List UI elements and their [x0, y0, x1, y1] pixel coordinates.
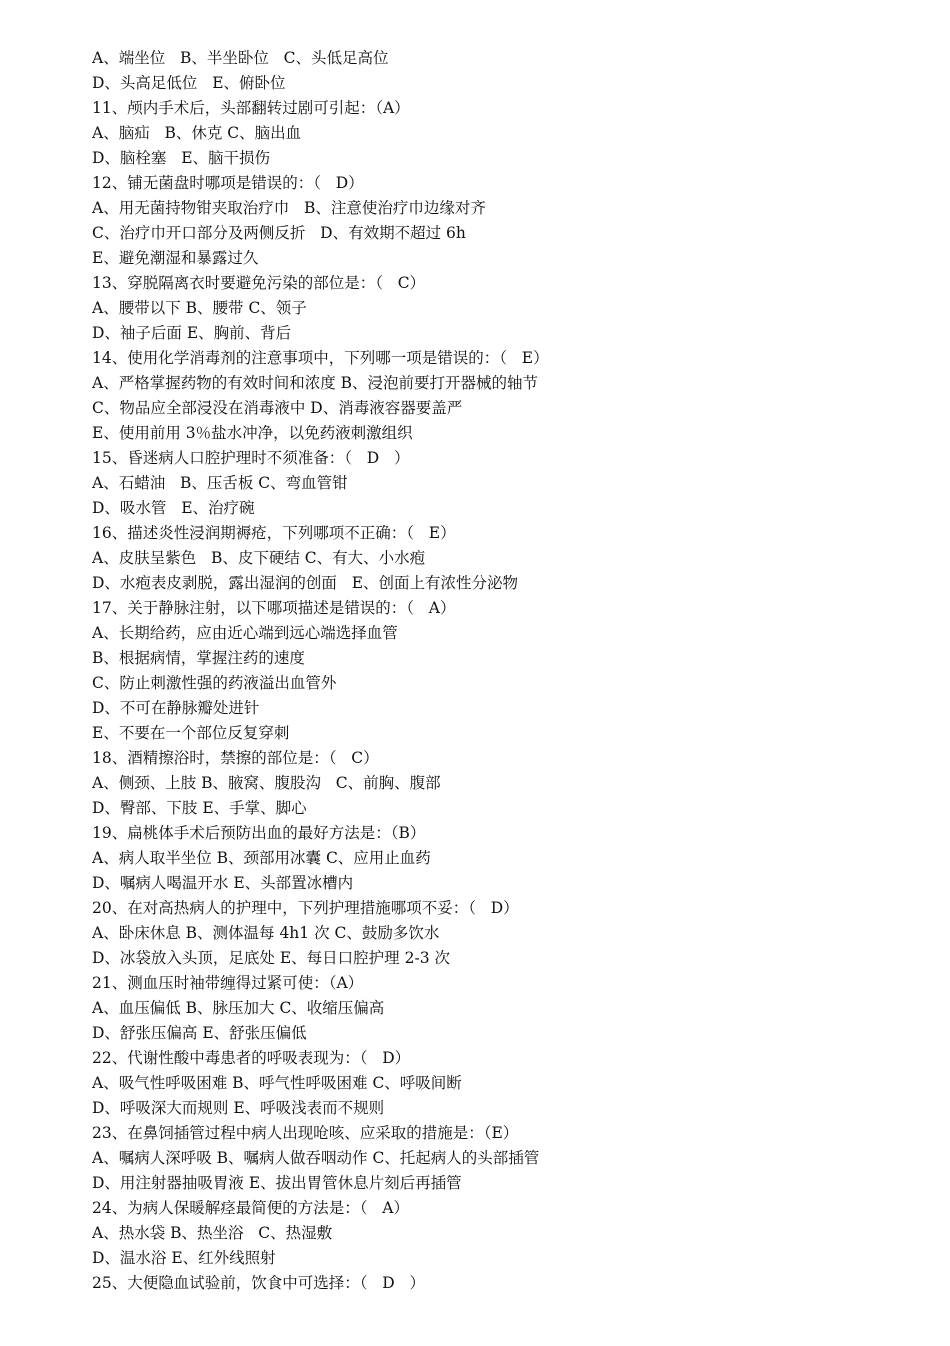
- text-line: A、腰带以下 B、腰带 C、领子: [92, 299, 307, 317]
- text-line: D、吸水管 E、治疗碗: [92, 499, 255, 517]
- text-line: D、不可在静脉瓣处进针: [92, 699, 260, 717]
- text-line: D、头高足低位 E、俯卧位: [92, 74, 286, 92]
- text-line: D、水疱表皮剥脱，露出湿润的创面 E、创面上有浓性分泌物: [92, 574, 519, 592]
- text-line: A、脑疝 B、休克 C、脑出血: [92, 124, 302, 142]
- text-line: A、热水袋 B、热坐浴 C、热湿敷: [92, 1224, 333, 1242]
- text-line: A、血压偏低 B、脉压加大 C、收缩压偏高: [92, 999, 385, 1017]
- text-line: D、冰袋放入头顶，足底处 E、每日口腔护理 2-3 次: [92, 949, 450, 967]
- text-line: 16、描述炎性浸润期褥疮，下列哪项不正确：（ E）: [92, 524, 456, 542]
- text-line: 20、在对高热病人的护理中，下列护理措施哪项不妥：（ D）: [92, 899, 519, 917]
- text-line: C、治疗巾开口部分及两侧反折 D、有效期不超过 6h: [92, 224, 466, 242]
- text-line: D、舒张压偏高 E、舒张压偏低: [92, 1024, 307, 1042]
- text-line: C、物品应全部浸没在消毒液中 D、消毒液容器要盖严: [92, 399, 463, 417]
- document-page: [92, 46, 912, 1296]
- text-line: D、用注射器抽吸胃液 E、拔出胃管休息片刻后再插管: [92, 1174, 462, 1192]
- text-line: 12、铺无菌盘时哪项是错误的：（ D）: [92, 174, 364, 192]
- text-line: D、呼吸深大而规则 E、呼吸浅表而不规则: [92, 1099, 385, 1117]
- text-line: A、长期给药，应由近心端到远心端选择血管: [92, 624, 398, 642]
- text-line: C、防止刺激性强的药液溢出血管外: [92, 674, 337, 692]
- text-line: D、臀部、下肢 E、手掌、脚心: [92, 799, 307, 817]
- text-line: 11、颅内手术后，头部翻转过剧可引起：（A）: [92, 99, 410, 117]
- text-line: A、石蜡油 B、压舌板 C、弯血管钳: [92, 474, 348, 492]
- text-line: E、不要在一个部位反复穿刺: [92, 724, 290, 742]
- text-line: 25、大便隐血试验前，饮食中可选择：（ D ）: [92, 1274, 425, 1292]
- text-line: A、卧床休息 B、测体温每 4h1 次 C、鼓励多饮水: [92, 924, 440, 942]
- text-line: E、使用前用 3％盐水冲净，以免药液刺激组织: [92, 424, 413, 442]
- text-line: 21、测血压时袖带缠得过紧可使：（A）: [92, 974, 364, 992]
- text-line: 24、为病人保暖解痉最简便的方法是：（ A）: [92, 1199, 409, 1217]
- text-line: A、病人取半坐位 B、颈部用冰囊 C、应用止血药: [92, 849, 431, 867]
- text-line: A、嘱病人深呼吸 B、嘱病人做吞咽动作 C、托起病人的头部插管: [92, 1149, 540, 1167]
- text-line: A、严格掌握药物的有效时间和浓度 B、浸泡前要打开器械的轴节: [92, 374, 539, 392]
- text-line: D、袖子后面 E、胸前、背后: [92, 324, 292, 342]
- text-line: A、吸气性呼吸困难 B、呼气性呼吸困难 C、呼吸间断: [92, 1074, 462, 1092]
- text-line: 15、昏迷病人口腔护理时不须准备：（ D ）: [92, 449, 410, 467]
- text-line: A、侧颈、上肢 B、腋窝、腹股沟 C、前胸、腹部: [92, 774, 441, 792]
- text-line: 23、在鼻饲插管过程中病人出现呛咳、应采取的措施是：（E）: [92, 1124, 519, 1142]
- text-line: D、温水浴 E、红外线照射: [92, 1249, 276, 1267]
- text-line: B、根据病情，掌握注药的速度: [92, 649, 305, 667]
- text-line: A、端坐位 B、半坐卧位 C、头低足高位: [92, 49, 389, 67]
- text-line: E、避免潮湿和暴露过久: [92, 249, 259, 267]
- text-line: D、脑栓塞 E、脑干损伤: [92, 149, 271, 167]
- text-line: A、皮肤呈紫色 B、皮下硬结 C、有大、小水疱: [92, 549, 426, 567]
- text-line: 13、穿脱隔离衣时要避免污染的部位是：（ C）: [92, 274, 426, 292]
- text-line: 14、使用化学消毒剂的注意事项中，下列哪一项是错误的：（ E）: [92, 349, 549, 367]
- text-line: 17、关于静脉注射，以下哪项描述是错误的：（ A）: [92, 599, 456, 617]
- text-line: 19、扁桃体手术后预防出血的最好方法是：（B）: [92, 824, 426, 842]
- text-line: D、嘱病人喝温开水 E、头部置冰槽内: [92, 874, 354, 892]
- text-line: A、用无菌持物钳夹取治疗巾 B、注意使治疗巾边缘对齐: [92, 199, 486, 217]
- text-line: 22、代谢性酸中毒患者的呼吸表现为：（ D）: [92, 1049, 411, 1067]
- text-line: 18、酒精擦浴时，禁擦的部位是：（ C）: [92, 749, 379, 767]
